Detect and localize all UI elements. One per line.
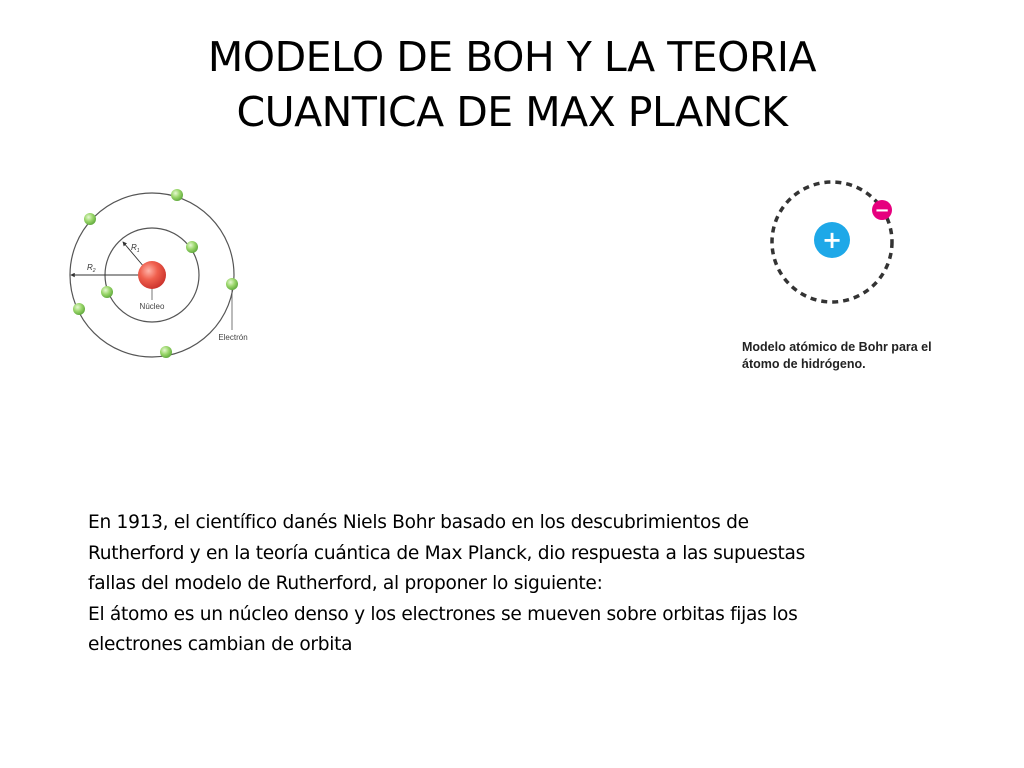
body-line-4: El átomo es un núcleo denso y los electrones se mueven sobre orbitas fijas los <box>88 603 798 625</box>
label-r2: $R_2$ <box>87 263 96 274</box>
label-r1: $R_1$ <box>131 243 140 254</box>
body-line-3: fallas del modelo de Rutherford, al proponer lo siguiente: <box>88 573 603 594</box>
electron <box>171 189 183 201</box>
caption-line-2: átomo de hidrógeno. <box>742 357 866 371</box>
label-electron: Electrón <box>218 333 248 342</box>
figure-caption <box>742 339 992 373</box>
label-nucleus: Núcleo <box>139 302 165 311</box>
body-paragraph <box>88 508 968 661</box>
nucleus <box>138 261 166 289</box>
electron <box>186 241 198 253</box>
title-line-2: CUANTICA DE MAX PLANCK <box>236 88 788 136</box>
minus-icon: − <box>874 200 890 221</box>
body-line-1: En 1913, el científico danés Niels Bohr basado en los descubrimientos de <box>88 512 749 533</box>
electron <box>101 286 113 298</box>
atom-orbits-diagram <box>60 180 260 365</box>
electron <box>73 303 85 315</box>
body-line-5: electrones cambian de orbita <box>88 634 353 655</box>
body-line-2: Rutherford y en la teoría cuántica de Max Planck, dio respuesta a las supuestas <box>88 542 806 564</box>
title-line-1: MODELO DE BOH Y LA TEORIA <box>207 33 817 81</box>
electron <box>160 346 172 358</box>
electron <box>84 213 96 225</box>
slide-title <box>0 30 1024 140</box>
electron <box>226 278 238 290</box>
plus-icon: + <box>821 226 843 254</box>
hydrogen-atom-diagram <box>764 175 899 310</box>
caption-line-1: Modelo atómico de Bohr para el <box>742 340 932 354</box>
